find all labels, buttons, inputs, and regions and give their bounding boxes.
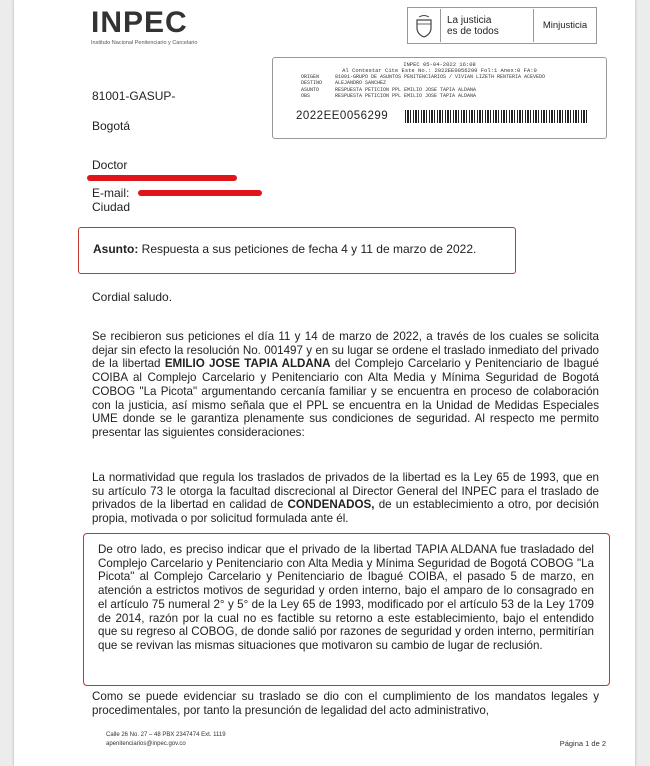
inmate-name: EMILIO JOSE TAPIA ALDANA [164, 357, 331, 371]
letter-city: Bogotá [92, 119, 131, 133]
origen-value: 81001-GRUPO DE ASUNTOS PENITENCIARIOS / VIVIAN LIZETH RENTERIA ACEVEDO [335, 74, 546, 80]
email-label: E-mail: [92, 186, 130, 200]
recipient-city: Ciudad [92, 200, 131, 214]
asunto-stamp-value: RESPUESTA PETICION PPL EMILIO JOSE TAPIA ALDANA [335, 86, 477, 93]
document-page [14, 0, 635, 766]
footer-email: apenitenciarios@inpec.gov.co [106, 741, 186, 747]
paragraph-4: Como se puede evidenciar su traslado se dio con el cumplimiento de los mandatos legales y procedimentales, por tanto la presunción de legalidad del acto administrativo, [92, 690, 599, 717]
inpec-logo [91, 8, 197, 46]
destino-value: ALEJANDRO SANCHEZ [335, 80, 387, 87]
logo-text: INPEC [91, 6, 188, 39]
asunto-stamp-label: ASUNTO [301, 86, 320, 93]
subject-label: Asunto: [93, 242, 139, 256]
origen-label: ORIGEN [301, 74, 320, 80]
paragraph-1 [92, 330, 599, 440]
radicado-number: 2022EE0056299 [296, 110, 389, 122]
obs-value: RESPUESTA PETICION PPL EMILIO JOSE TAPIA ALDANA [335, 92, 477, 99]
subject-line [93, 242, 515, 256]
paragraph-2 [92, 471, 599, 526]
paragraph-2-end: de un establecimiento a otro, por decisión propia, motivada o por solicitud formulada ante él. [92, 498, 600, 526]
slogan-line-1: La justicia [447, 14, 492, 26]
recipient-title: Doctor [92, 158, 128, 172]
stamp-details [301, 74, 545, 99]
subject-text: Respuesta a sus peticiones de fecha 4 y 11 de marzo de 2022. [141, 242, 477, 256]
slogan [441, 9, 534, 42]
destino-label: DESTINO [301, 80, 323, 87]
paragraph-1-start: Se recibieron sus peticiones el día 11 y 14 de marzo de 2022, a través de los cuales se solicita dejar sin efecto la resolución No. 001497 y en su lugar se ordene el traslado inmediato del privado de la libertad [92, 330, 599, 371]
paragraph-1-end: del Complejo Carcelario y Penitenciario de Ibagué COIBA al Complejo Carcelario y Penitenciario con Alta Media y Mínima Seguridad de Bogotá COBOG "La Picota" argumentando cercanía familiar y se encuentra en proceso de colaboración con la justicia, así mismo señala que el PPL se encuentra en la Unidad de Medidas Especiales UME donde se le garantiza plenamente sus condiciones de seguridad. Al respecto me permito presentar las siguientes consideraciones: [92, 357, 599, 439]
subject-box [78, 227, 516, 274]
stamp-date: INPEC 05-04-2022 16:08 [403, 61, 476, 68]
footer-address: Calle 26 No. 27 – 48 PBX 2347474 Ext. 1119 [106, 732, 226, 738]
letter-code: 81001-GASUP- [92, 89, 176, 103]
paragraph-3: De otro lado, es preciso indicar que el privado de la libertad TAPIA ALDANA fue trasladado del Complejo Carcelario y Penitenciario con Alta Media y Mínima Seguridad de Bogotá COBOG "La Picota" al Complejo Carcelario y Penitenciario de Ibagué COIBA, el pasado 5 de marzo, en atención a estrictos motivos de seguridad y orden interno, bajo el amparo de lo consagrado en el artículo 75 numeral 2° y 5° de la Ley 65 de 1993, modificado por el artículo 53 de la Ley 1709 de 2014, razón por la cual no es factible su retorno a este establecimiento, bajo el entendido que su regreso al COBOG, de donde salió por razones de seguridad y orden interno, permitirían que se revivan las mismas situaciones que motivaron su cambio de lugar de reclusión. [98, 543, 594, 652]
paragraph-2-start: La normatividad que regula los traslados de privados de la libertad es la Ley 65 de 1993, que en su artículo 73 le otorga la facultad discrecional al Director General del INPEC para el traslado de privados de la libertad en calidad de [92, 471, 599, 512]
barcode-icon [405, 110, 587, 123]
condenados-term: CONDENADOS, [287, 498, 375, 512]
government-banner [407, 7, 597, 44]
filing-stamp [272, 57, 607, 139]
page-number: Página 1 de 2 [559, 739, 606, 748]
redaction-bar [87, 175, 237, 181]
greeting: Cordial saludo. [92, 290, 173, 304]
redaction-bar [138, 190, 262, 196]
logo-subtitle: Instituto Nacional Penitenciario y Carcelario [91, 40, 198, 46]
coat-of-arms-icon [408, 9, 441, 42]
obs-label: OBS [301, 92, 311, 99]
stamp-header [273, 62, 606, 74]
stamp-cite: Al Contestar Cite Este No.: 2022EE0056299 Fol:1 Anex:0 FA:0 [342, 67, 537, 74]
ministry-label: Minjusticia [542, 20, 588, 31]
slogan-line-2: es de todos [447, 25, 499, 37]
